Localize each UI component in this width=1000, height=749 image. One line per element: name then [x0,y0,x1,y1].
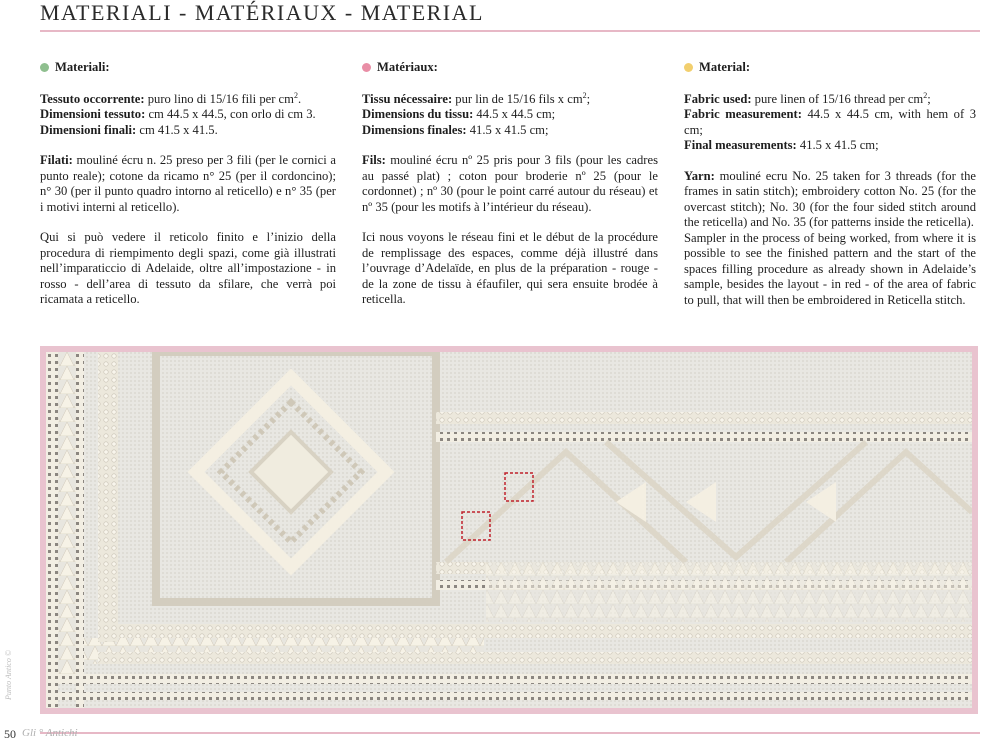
green-dot-icon [40,63,49,72]
footer-divider [40,732,980,734]
page-title: MATERIALI - MATÉRIAUX - MATERIAL [40,0,484,25]
specs-block [40,92,336,139]
specs-block [362,92,658,139]
embroidery-sampler-photo [46,352,972,708]
embroidery-illustration [46,352,972,708]
spec-line: Final measurements: 41.5 x 41.5 cm; [684,138,879,152]
column-heading-label: Matériaux: [377,60,438,74]
spec-line: Dimensioni tessuto: cm 44.5 x 44.5, con orlo di cm 3. [40,107,316,121]
threads-paragraph: Fils: mouliné écru nº 25 pris pour 3 fils (pour les cadres au passé plat) ; coton pour broderie nº 25 (pour le cordonnet) ; nº 30 (pour le point carré autour du réseau) et nº 35 (pour les motifs à l’intérieur du réseau). [362,153,658,214]
footer-script: Gli ° Antichi [22,727,78,739]
pink-dot-icon [362,63,371,72]
header-divider [40,30,980,32]
spec-line: Fabric used: pure linen of 15/16 thread per $cm^2$; [684,90,931,106]
column-heading [40,60,336,76]
yellow-dot-icon [684,63,693,72]
photo-frame [40,346,978,714]
spec-line: Dimensioni finali: cm 41.5 x 41.5. [40,122,218,137]
page-number: 50 [4,727,16,741]
spec-line: Tissu nécessaire: pur lin de 15/16 fils x $cm^2$; [362,90,591,106]
spec-line: Fabric measurement: 44.5 x 44.5 cm, with hem of 3 cm; [684,107,976,137]
description-paragraph: Ici nous voyons le réseau fini et le début de la procédure de remplissage des espaces, comme déjà illustré dans l’ouvrage d’Adelaïde, en plus de la préparation - rouge - de la zone de tissu à éfaufiler, qui sera ensuite brodée à reticella. [362,230,658,306]
column-heading-label: Material: [699,60,751,74]
spec-line: Dimensions finales: 41.5 x 41.5 cm; [362,122,549,137]
spec-line: Dimensions du tissu: 44.5 x 44.5 cm; [362,107,556,121]
column-heading [362,60,658,76]
column-italian [40,60,336,323]
spec-line: Tessuto occorrente: puro lino di 15/16 fili per $cm^2$. [40,90,302,106]
column-heading [684,60,976,76]
threads-paragraph: Filati: mouliné écru n. 25 preso per 3 fili (per le cornici a punto reale); cotone da ricamo n° 25 (per il cordoncino); n° 30 (per il punto quadro intorno al reticello) e n° 35 (per i motivi interni al reticello). [40,153,336,214]
threads-paragraph: Yarn: mouliné ecru No. 25 taken for 3 threads (for the frames in satin stitch); embroidery cotton No. 25 (for the overcast stitch); No. 30 (for the four sided stitch around the reticella) and No. 35 (for patterns inside the reticella). [684,168,976,229]
description-paragraph: Sampler in the process of being worked, from where it is possible to see the finished pattern and the start of the spaces filling procedure as already shown in Adelaide’s sample, besides the layout - in red - of the area of fabric to pull, that will then be embroidered in Reticella stitch. [684,230,976,307]
column-english [684,60,976,323]
description-paragraph: Qui si può vedere il reticolo finito e l’inizio della procedura di riempimento degli spazi, come già illustrati nell’imparaticcio di Adelaide, oltre all’impostazione - in rosso - dell’area di tessuto da sfilare, che verrà poi ricamata a reticello. [40,230,336,306]
side-credit: Punto Antico © [4,650,13,700]
specs-block [684,92,976,154]
column-heading-label: Materiali: [55,60,110,74]
column-french [362,60,658,323]
